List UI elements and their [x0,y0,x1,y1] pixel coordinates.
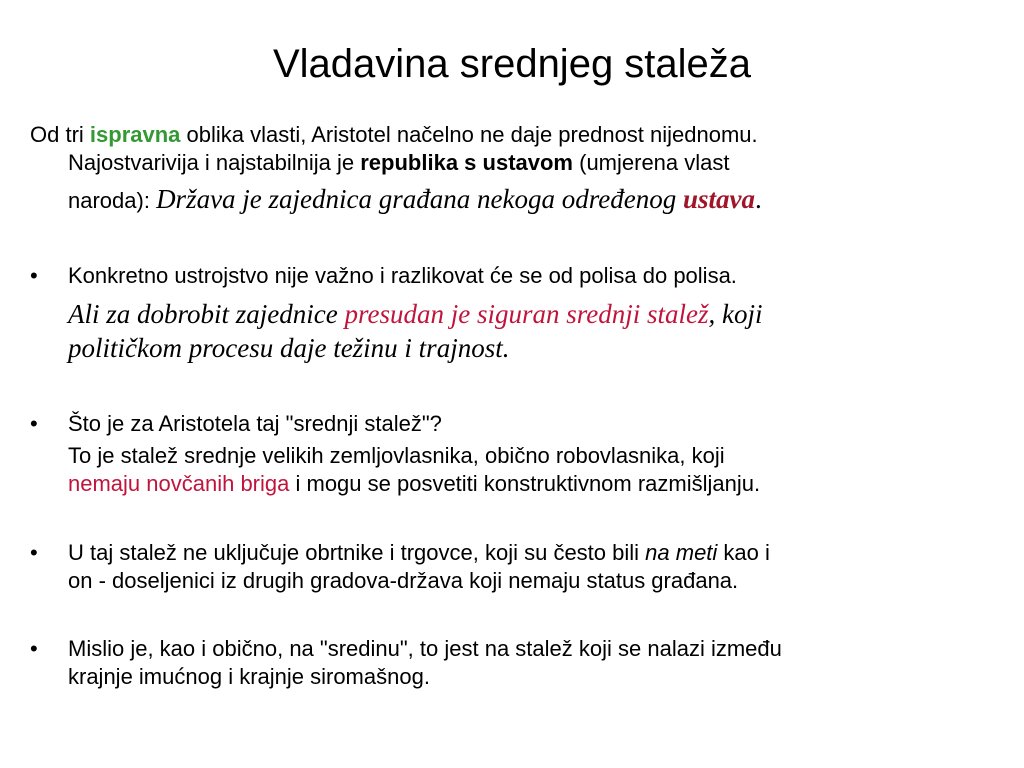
bullet-marker: • [30,411,38,436]
intro-line-2 [68,149,1008,177]
intro-text: (umjerena vlast [573,150,730,175]
bullet-text: on - doseljenici iz drugih gradova-država koji nemaju status građana. [68,568,739,593]
bullet-marker: • [30,636,38,661]
bullet-2-sub [68,442,1008,498]
intro-line-3 [68,185,1008,215]
bullet-4-text [68,635,1013,691]
intro-text: naroda): [68,188,157,213]
quote-text: , koji [708,299,763,329]
bullet-1-quote [68,297,1008,365]
intro-quote-emph: ustava [682,184,755,214]
intro-text: Najostvarivija i najstabilnija je [68,150,361,175]
sub-red: nemaju novčanih briga [68,471,290,496]
bullet-3-text [68,539,1008,595]
sub-text: To je stalež srednje velikih zemljovlasnika, obično robovlasnika, koji [68,443,725,468]
intro-paragraph [30,121,1010,149]
sub-text: i mogu se posvetiti konstruktivnom razmišljanju. [289,471,761,496]
bullet-text: U taj stalež ne uključuje obrtnike i trgovce, koji su često bili [68,540,646,565]
quote-red: presudan je siguran srednji stalež [344,299,709,329]
intro-text: Od tri [30,122,90,147]
intro-text: oblika vlasti, Aristotel načelno ne daje prednost nijednomu. [180,122,758,147]
bullet-text: Mislio je, kao i obično, na "sredinu", to jest na stalež koji se nalazi između [68,636,782,661]
intro-highlight: ispravna [89,122,181,147]
bullet-marker: • [30,263,38,288]
intro-quote: Država je zajednica građana nekoga određenog [156,184,683,214]
quote-text: političkom procesu daje težinu i trajnost. [68,333,510,363]
bullet-2-text: Što je za Aristotela taj "srednji stalež"? [68,411,442,436]
bullet-marker: • [30,540,38,565]
slide-title: Vladavina srednjeg staleža [272,42,752,86]
intro-bold: republika s ustavom [360,150,573,175]
intro-quote-end: . [755,184,762,214]
quote-text: Ali za dobrobit zajednice [68,299,345,329]
bullet-italic: na meti [645,540,718,565]
bullet-text: kao i [717,540,770,565]
bullet-text: krajnje imućnog i krajnje siromašnog. [68,664,430,689]
bullet-1-text: Konkretno ustrojstvo nije važno i razlikovat će se od polisa do polisa. [68,263,737,288]
